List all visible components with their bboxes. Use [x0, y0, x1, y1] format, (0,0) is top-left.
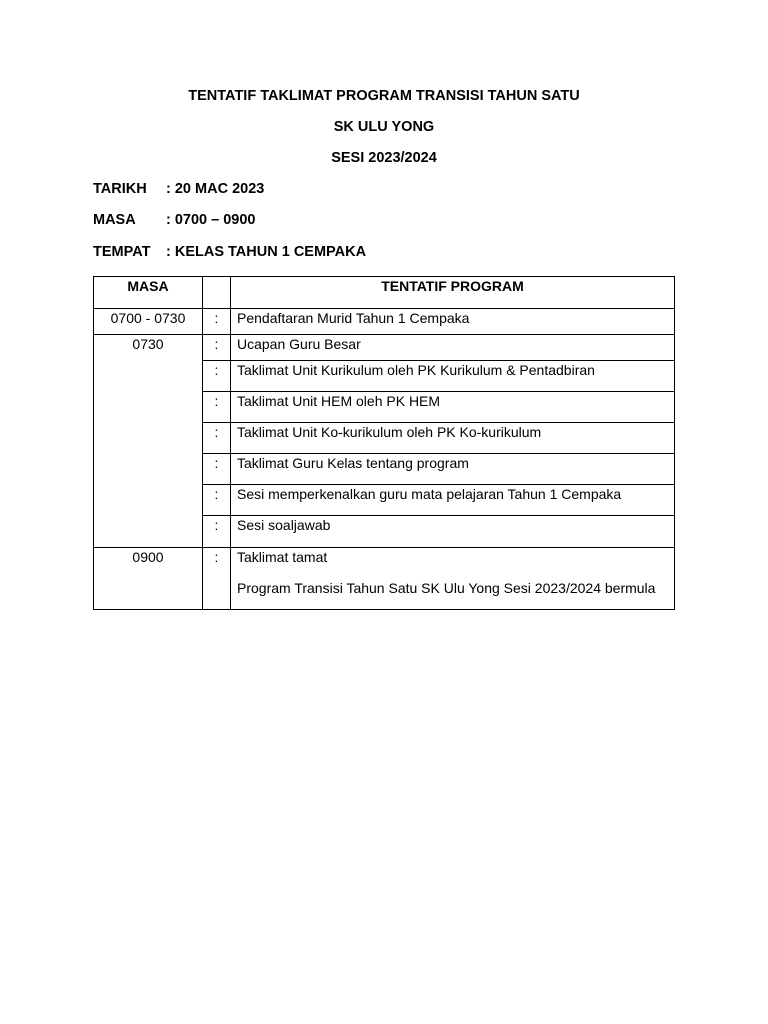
time-value: : 0700 – 0900	[166, 212, 256, 228]
table-row	[94, 423, 675, 454]
row-time	[94, 454, 203, 485]
table-row	[94, 516, 675, 548]
table-row	[94, 392, 675, 423]
row-program: Sesi memperkenalkan guru mata pelajaran Tahun 1 Cempaka	[231, 485, 675, 516]
row-program: Taklimat Unit Ko-kurikulum oleh PK Ko-kurikulum	[231, 423, 675, 454]
row-colon: :	[203, 454, 231, 485]
table-header-row	[94, 277, 675, 309]
table-row	[94, 361, 675, 392]
row-colon: :	[203, 335, 231, 361]
row-time	[94, 423, 203, 454]
time-label: MASA	[93, 212, 136, 228]
table-row	[94, 485, 675, 516]
place-row	[93, 244, 366, 260]
row-program: Taklimat Unit HEM oleh PK HEM	[231, 392, 675, 423]
row-colon: :	[203, 547, 231, 609]
place-label: TEMPAT	[93, 244, 151, 260]
row-colon: :	[203, 309, 231, 335]
row-colon: :	[203, 516, 231, 548]
row-program: Ucapan Guru Besar	[231, 335, 675, 361]
document-title: TENTATIF TAKLIMAT PROGRAM TRANSISI TAHUN SATU	[188, 88, 580, 104]
table-row	[94, 547, 675, 609]
school-name: SK ULU YONG	[333, 119, 435, 135]
row-colon: :	[203, 392, 231, 423]
time-row	[93, 212, 256, 228]
table-row	[94, 454, 675, 485]
row-time: 0700 - 0730	[94, 309, 203, 335]
table-row	[94, 309, 675, 335]
header-time: MASA	[94, 277, 203, 309]
date-row	[93, 181, 264, 197]
row-time	[94, 392, 203, 423]
row-time: 0730	[94, 335, 203, 361]
row-program-note: Program Transisi Tahun Satu SK Ulu Yong Sesi 2023/2024 bermula	[237, 579, 656, 596]
row-colon: :	[203, 361, 231, 392]
row-program: Pendaftaran Murid Tahun 1 Cempaka	[231, 309, 675, 335]
session-label: SESI 2023/2024	[331, 150, 437, 166]
row-time	[94, 516, 203, 548]
row-program: Taklimat Guru Kelas tentang program	[231, 454, 675, 485]
row-program: Sesi soaljawab	[231, 516, 675, 548]
table-row	[94, 335, 675, 361]
date-value: : 20 MAC 2023	[166, 181, 265, 197]
place-value: : KELAS TAHUN 1 CEMPAKA	[166, 244, 367, 260]
row-colon: :	[203, 423, 231, 454]
header-program: TENTATIF PROGRAM	[231, 277, 675, 309]
row-time	[94, 361, 203, 392]
row-time	[94, 485, 203, 516]
schedule-table	[93, 276, 675, 610]
row-time: 0900	[94, 547, 203, 609]
date-label: TARIKH	[93, 181, 147, 197]
row-program: Taklimat Unit Kurikulum oleh PK Kurikulum & Pentadbiran	[231, 361, 675, 392]
row-program-text: Taklimat tamat	[237, 548, 328, 565]
header-colon	[203, 277, 231, 309]
row-colon: :	[203, 485, 231, 516]
row-program	[231, 547, 675, 609]
